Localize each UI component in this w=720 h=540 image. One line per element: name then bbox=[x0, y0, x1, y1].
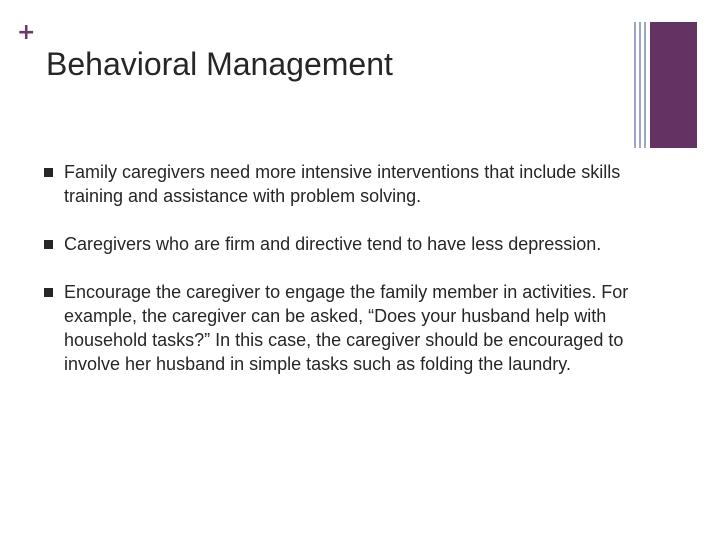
accent-line bbox=[634, 22, 636, 148]
bullet-item bbox=[44, 160, 644, 208]
bullet-text: Encourage the caregiver to engage the family member in activities. For example, the caregiver can be asked, “Does your husband help with household tasks?” In this case, the caregiver should be encouraged to involve her husband in simple tasks such as folding the laundry. bbox=[64, 282, 629, 374]
bullet-list bbox=[44, 160, 644, 400]
bullet-item bbox=[44, 280, 644, 376]
plus-icon: + bbox=[17, 20, 36, 45]
bullet-item bbox=[44, 232, 644, 256]
bullet-text: Caregivers who are firm and directive tend to have less depression. bbox=[64, 234, 602, 254]
accent-line bbox=[644, 22, 646, 148]
decorative-accent-block bbox=[650, 22, 697, 148]
square-bullet-icon bbox=[44, 168, 53, 177]
bullet-text: Family caregivers need more intensive interventions that include skills training and assistance with problem solving. bbox=[64, 162, 621, 206]
decorative-accent-lines bbox=[634, 22, 646, 148]
square-bullet-icon bbox=[44, 240, 53, 249]
square-bullet-icon bbox=[44, 288, 53, 297]
accent-line bbox=[639, 22, 641, 148]
slide-title: Behavioral Management bbox=[46, 46, 393, 82]
